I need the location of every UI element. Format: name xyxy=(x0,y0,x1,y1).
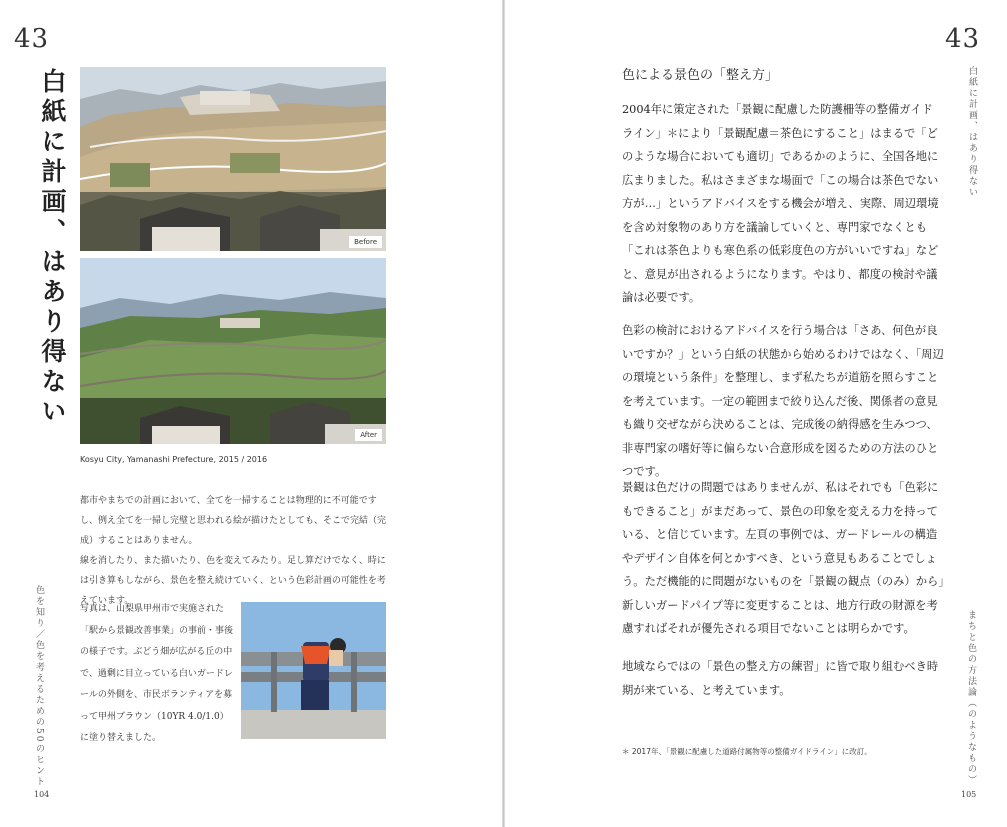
body-paragraph-3: 景観は色だけの問題ではありませんが、私はそれでも「色彩にもできること」がまだあって、景色の印象を変える力を持っている、と信じています。左頁の事例では、ガードレールの構造やデザイン自体を何とかすべき、という意見もあることでしょう。ただ機能的に問題がないものを「景観の観点（のみ）から」新しいガードパイプ等に変更することは、地方行政の財源を考慮すればそれが優先される項目でないことは明らかです。 xyxy=(622,481,944,635)
body-paragraph-1: 2004年に策定された「景観に配慮した防護柵等の整備ガイドライン」＊により「景観配慮＝茶色にすること」はまるで「どのような場合においても適切」であるかのように、全国各地に広まりました。私はさまざまな場面で「この場合は茶色でない方が…」というアドバイスをする機会が増え、実際、周辺環境を含め対象物のあり方を議論していくと、専門家でなくとも「これは茶色よりも寒色系の低彩度色の方がいいですね」などと、意見が出されるようになります。やはり、都度の検討や議論は必要です。 xyxy=(622,103,939,304)
right-side-label: まちと色の方法論（のようなもの） xyxy=(966,610,976,786)
photo-caption: Kosyu City, Yamanashi Prefecture, 2015 / 2016 xyxy=(80,455,268,464)
after-photo xyxy=(80,258,386,444)
after-tag: After xyxy=(355,429,382,441)
left-side-label: 色を知り／色を考えるための50のヒント xyxy=(34,585,44,788)
section-heading: 色による景色の「整え方」 xyxy=(622,68,779,83)
right-page xyxy=(505,0,1007,827)
body-paragraph-4: 地域ならではの「景色の整え方の練習」に皆で取り組むべき時期が来ている、と考えています。 xyxy=(622,660,939,697)
before-photo xyxy=(80,67,386,251)
page-number: 104 xyxy=(34,790,50,799)
body-paragraph-2: 線を消したり、また描いたり、色を変えてみたり。足し算だけでなく、時には引き算もしながら、景色を整え続けていく、という色彩計画の可能性を考えています。 xyxy=(80,556,386,606)
chapter-number: 43 xyxy=(14,24,50,54)
body-paragraph-2: 色彩の検討におけるアドバイスを行う場合は「さあ、何色が良いですか？」という白紙の状態から始めるわけではなく、「周辺の環境という条件」を整理し、まず私たちが道筋を照らすことを考えています。一定の範囲まで絞り込んだ後、関係者の意見も織り交ぜながら決めることは、完成後の納得感を生みつつ、非専門家の嗜好等に偏らない合意形成を図るための方法のひとつです。 xyxy=(622,324,944,478)
body-paragraph-1: 都市やまちでの計画において、全てを一掃することは物理的に不可能ですし、例え全てを一掃し完璧と思われる絵が描けたとしても、そこで完結（完成）することはありません。 xyxy=(80,496,387,546)
chapter-number: 43 xyxy=(945,24,981,54)
photo-description: 写真は、山梨県甲州市で実施された「駅から景観改善事業」の事前・事後の様子です。ぶどう畑が広がる丘の中で、過剰に目立っている白いガードレールの外側を、市民ボランティアを募って甲州ブラウン（10YR 4.0/1.0）に塗り替えました。 xyxy=(80,604,234,743)
page-number: 105 xyxy=(961,790,977,799)
repaint-photo xyxy=(241,602,386,739)
left-page xyxy=(0,0,503,827)
before-tag: Before xyxy=(349,236,382,248)
chapter-title: 白紙に計画、はあり得ない xyxy=(38,68,67,428)
footnote: ＊ 2017年、「景観に配慮した道路付属物等の整備ガイドライン」に改訂。 xyxy=(622,747,872,756)
right-side-title: 白紙に計画、はあり得ない xyxy=(967,66,977,198)
